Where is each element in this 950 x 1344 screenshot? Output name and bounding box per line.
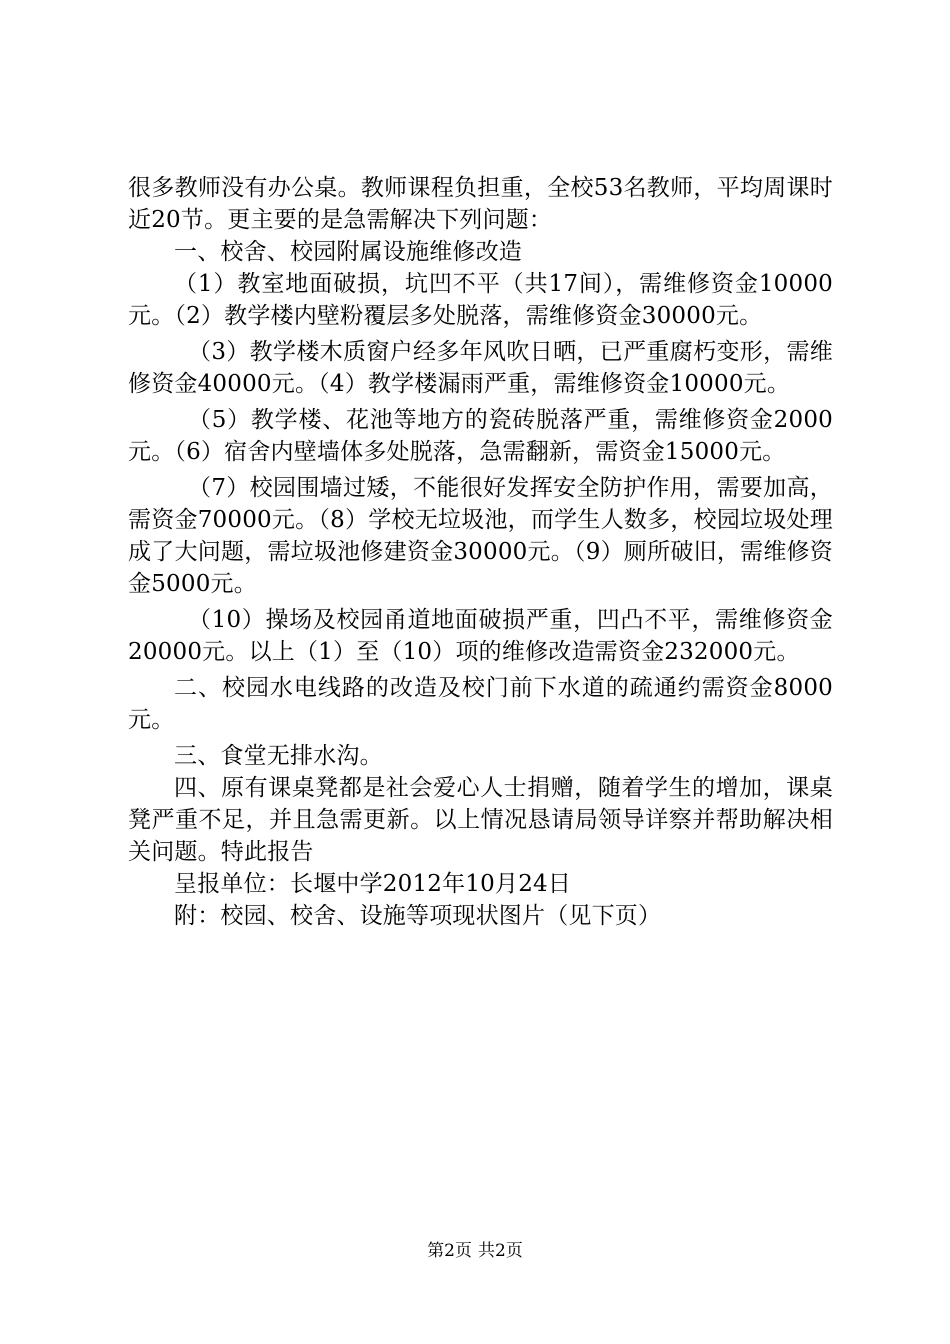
section-heading-2: 二、校园水电线路的改造及校门前下水道的疏通约需资金8000元。 (128, 675, 833, 733)
page-footer (0, 1240, 950, 1262)
section-heading-4: 四、原有课桌凳都是社会爱心人士捐赠，随着学生的增加，课桌凳严重不足，并且急需更新。以上情况恳请局领导详察并帮助解决相关问题。特此报告 (128, 775, 833, 865)
page-number: 第2页 (427, 1241, 472, 1261)
section-heading-1: 一、校舍、校园附属设施维修改造 (174, 239, 522, 265)
paragraph-items-7-9: （7）校园围墙过矮，不能很好发挥安全防护作用，需要加高，需资金70000元。（8）学校无垃圾池，而学生人数多，校园垃圾处理成了大问题，需垃圾池修建资金30000元。（9）厕所破旧，需维修资金5000元。 (128, 475, 833, 597)
paragraph-items-1-2: （1）教室地面破损，坑凹不平（共17间），需维修资金10000元。（2）教学楼内壁粉覆层多处脱落，需维修资金30000元。 (128, 271, 833, 329)
page-total: 共2页 (478, 1241, 523, 1261)
section-heading-3: 三、食堂无排水沟。 (174, 743, 383, 769)
paragraph-intro-continued: 很多教师没有办公桌。教师课程负担重，全校53名教师，平均周课时近20节。更主要的是急需解决下列问题： (128, 175, 833, 233)
paragraph-item-10: （10）操场及校园甬道地面破损严重，凹凸不平，需维修资金20000元。以上（1）至（10）项的维修改造需资金232000元。 (128, 607, 833, 665)
paragraph-items-3-4: （3）教学楼木质窗户经多年风吹日晒，已严重腐朽变形，需维修资金40000元。（4）教学楼漏雨严重，需维修资金10000元。 (128, 339, 833, 397)
document-body (128, 172, 833, 932)
paragraph-items-5-6: （5）教学楼、花池等地方的瓷砖脱落严重，需维修资金2000元。（6）宿舍内壁墙体多处脱落，急需翻新，需资金15000元。 (128, 407, 833, 465)
report-signature: 呈报单位：长堰中学2012年10月24日 (174, 871, 572, 897)
attachment-note: 附：校园、校舍、设施等项现状图片（见下页） (174, 903, 662, 929)
